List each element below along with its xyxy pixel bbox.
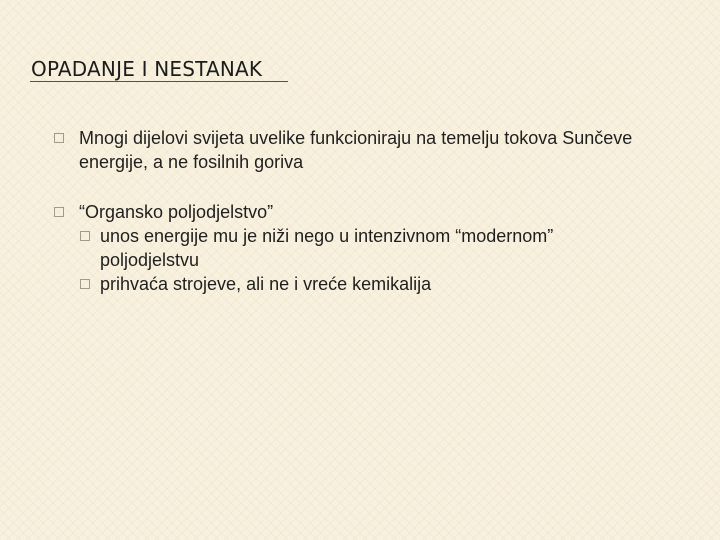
sub-bullet-item [54,224,694,272]
slide-content [54,126,694,296]
sub-bullet-text: unos energije mu je niži nego u intenzivnom “modernom” poljodjelstvu [100,226,554,270]
square-bullet-icon [54,207,64,217]
bullet-text: Mnogi dijelovi svijeta uvelike funkcioniraju na temelju tokova Sunčeve energije, a ne fosilnih goriva [79,128,633,172]
square-bullet-icon [54,133,64,143]
sub-bullet-item [54,272,694,296]
square-bullet-icon [80,231,90,241]
bullet-item [54,126,694,174]
title-underline [30,81,288,82]
sub-bullet-text: prihvaća strojeve, ali ne i vreće kemikalija [100,274,432,294]
bullet-item [54,200,694,224]
slide-title: OPADANJE I NESTANAK [31,57,263,81]
bullet-text: “Organsko poljodjelstvo” [79,202,274,222]
square-bullet-icon [80,279,90,289]
